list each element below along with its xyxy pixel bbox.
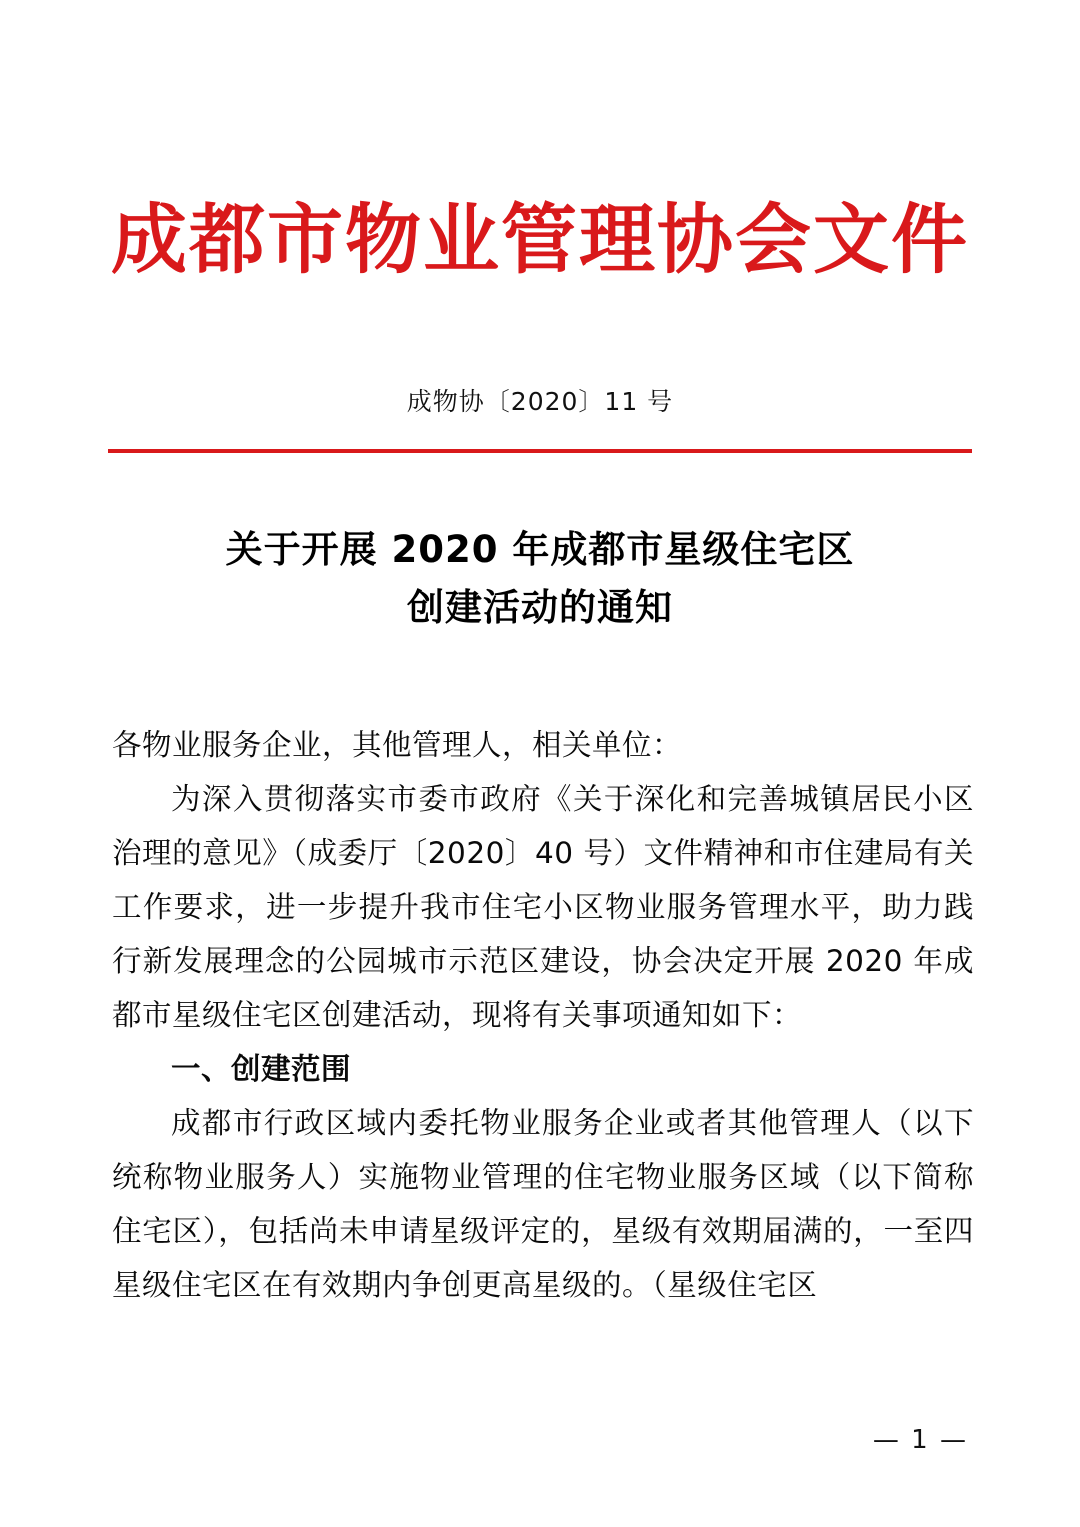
- salutation: 各物业服务企业，其他管理人，相关单位：: [112, 728, 683, 762]
- page-number: — 1 —: [872, 1425, 968, 1455]
- masthead-title: 成都市物业管理协会文件: [111, 195, 969, 284]
- section-heading-scope: 一、创建范围: [171, 1052, 352, 1086]
- red-divider-rule: [108, 449, 972, 453]
- body-paragraph-2: 成都市行政区域内委托物业服务企业或者其他管理人（以下统称物业服务人）实施物业管理的住宅物业服务区域（以下简称住宅区），包括尚未申请星级评定的，星级有效期届满的，一至四星级住宅区在有效期内争创更高星级的。（星级住宅区: [112, 1106, 974, 1302]
- body-paragraph-1: 为深入贯彻落实市委市政府《关于深化和完善城镇居民小区治理的意见》（成委厅〔2020〕40 号）文件精神和市住建局有关工作要求，进一步提升我市住宅小区物业服务管理水平，助力践行新发展理念的公园城市示范区建设，协会决定开展 2020 年成都市星级住宅区创建活动，现将有关事项通知如下：: [112, 782, 974, 1032]
- masthead: [0, 196, 1080, 283]
- document-title-line-1: 关于开展 2020 年成都市星级住宅区: [225, 528, 855, 571]
- document-body: [112, 718, 974, 1312]
- document-number: 成物协〔2020〕11 号: [406, 387, 674, 416]
- document-title-line-2: 创建活动的通知: [407, 586, 673, 630]
- document-title: [140, 521, 940, 638]
